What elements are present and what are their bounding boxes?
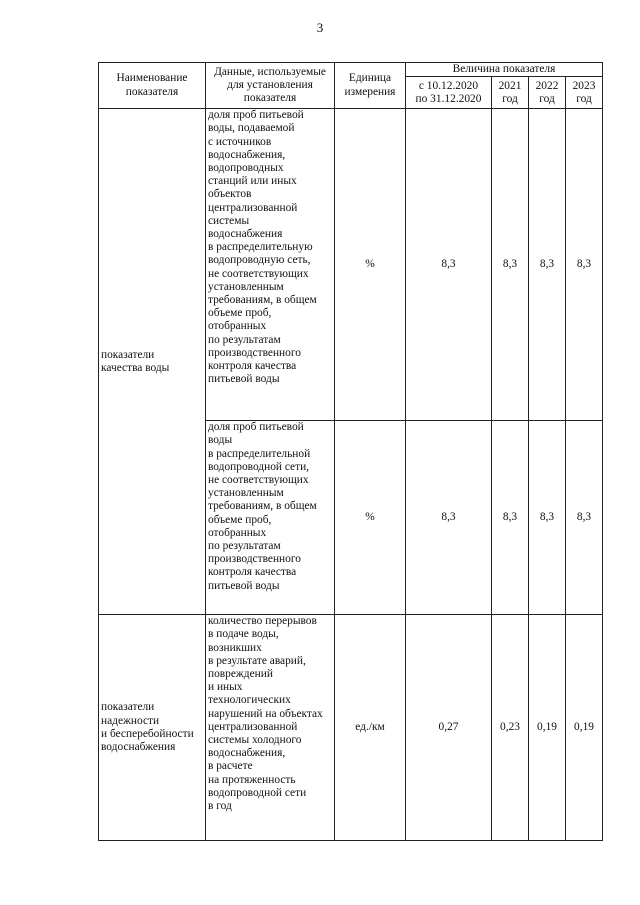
row-unit: % xyxy=(335,109,406,421)
row-value-2020: 8,3 xyxy=(406,109,492,421)
text-line: измерения xyxy=(344,85,396,98)
header-row-top xyxy=(99,63,603,77)
group-name-reliability xyxy=(99,615,206,841)
text-line: воды xyxy=(208,434,233,447)
text-line: водопроводную сеть, xyxy=(208,254,311,267)
text-line: питьевой воды xyxy=(208,579,280,592)
table-row xyxy=(99,109,603,421)
text-line: водопроводной сети, xyxy=(208,460,310,473)
text-line: надежности xyxy=(101,714,160,727)
text-line: по результатам xyxy=(208,540,281,553)
text-line: водоснабжения xyxy=(208,228,283,241)
text-line: системы xyxy=(208,214,250,227)
row-unit: ед./км xyxy=(335,615,406,841)
text-line: не соответствующих xyxy=(208,267,309,280)
text-line: год xyxy=(539,92,555,105)
text-line: по результатам xyxy=(208,333,281,346)
text-line: контроля качества xyxy=(208,360,297,373)
text-line: установленным xyxy=(208,280,284,293)
text-line: Данные, используемые xyxy=(214,65,326,78)
text-line: контроля качества xyxy=(208,566,297,579)
text-line: показателя xyxy=(243,92,297,105)
text-line: для установления xyxy=(227,79,313,91)
text-line: централизованной xyxy=(208,201,298,214)
header-period-2022 xyxy=(529,77,566,109)
text-line: централизованной xyxy=(208,720,298,733)
text-line: воды, подаваемой xyxy=(208,122,295,135)
text-line: требованиям, в общем xyxy=(208,500,317,513)
row-value-2023: 8,3 xyxy=(566,421,603,615)
text-line: возникших xyxy=(208,641,262,654)
text-line: количество перерывов xyxy=(208,615,317,628)
text-line: станций или иных xyxy=(208,175,297,188)
text-line: с 10.12.2020 xyxy=(418,79,479,92)
header-unit xyxy=(335,63,406,109)
row-value-2023: 8,3 xyxy=(566,109,603,421)
text-line: показатели xyxy=(101,701,155,714)
row-value-2022: 8,3 xyxy=(529,109,566,421)
text-line: объектов xyxy=(208,188,252,201)
text-line: производственного xyxy=(208,553,301,566)
text-line: объеме проб, xyxy=(208,513,272,526)
text-line: установленным xyxy=(208,487,284,500)
text-line: водоснабжения, xyxy=(208,747,286,760)
text-line: в год xyxy=(208,800,232,813)
text-line: системы холодного xyxy=(208,734,302,747)
text-line: повреждений xyxy=(208,668,273,681)
text-line: год xyxy=(576,92,592,105)
text-line: Наименование xyxy=(116,72,188,85)
text-line: по 31.12.2020 xyxy=(415,92,482,105)
text-line: 2021 xyxy=(498,79,522,92)
text-line: в расчете xyxy=(208,760,253,773)
text-line: год xyxy=(502,92,518,105)
row-description xyxy=(206,615,335,841)
row-value-2020: 0,27 xyxy=(406,615,492,841)
text-line: нарушений на объектах xyxy=(208,707,323,720)
indicators-table xyxy=(98,62,603,841)
text-line: в результате аварий, xyxy=(208,654,306,667)
text-line: производственного xyxy=(208,346,301,359)
row-unit: % xyxy=(335,421,406,615)
row-value-2021: 8,3 xyxy=(492,109,529,421)
row-value-2023: 0,19 xyxy=(566,615,603,841)
text-line: доля проб питьевой xyxy=(208,421,304,434)
text-line: с источников xyxy=(208,135,272,148)
text-line: доля проб питьевой xyxy=(208,109,304,122)
text-line: 2022 xyxy=(535,79,559,92)
group-name-water-quality xyxy=(99,109,206,615)
row-value-2022: 0,19 xyxy=(529,615,566,841)
text-line: в распределительную xyxy=(208,241,313,254)
text-line: показатели xyxy=(101,348,155,361)
text-line: показателя xyxy=(125,85,179,98)
text-line: и бесперебойности xyxy=(101,727,194,740)
row-value-2020: 8,3 xyxy=(406,421,492,615)
header-indicator-name xyxy=(99,63,206,109)
text-line: водоснабжения, xyxy=(208,148,286,161)
row-description xyxy=(206,421,335,615)
header-value-group: Величина показателя xyxy=(406,63,603,77)
text-line: в распределительной xyxy=(208,447,311,460)
header-period-2023 xyxy=(566,77,603,109)
row-value-2021: 8,3 xyxy=(492,421,529,615)
text-line: не соответствующих xyxy=(208,474,309,487)
text-line: отобранных xyxy=(208,320,267,333)
header-data-used xyxy=(206,63,335,109)
header-period-2020 xyxy=(406,77,492,109)
text-line: питьевой воды xyxy=(208,373,280,386)
row-description xyxy=(206,109,335,421)
text-line: в подаче воды, xyxy=(208,628,279,641)
text-line: технологических xyxy=(208,694,291,707)
page-number: 3 xyxy=(316,20,324,35)
header-period-2021 xyxy=(492,77,529,109)
text-line: на протяженность xyxy=(208,773,296,786)
text-line: отобранных xyxy=(208,526,267,539)
text-line: водоснабжения xyxy=(101,740,176,753)
text-line: водопроводных xyxy=(208,162,284,175)
text-line: Единица xyxy=(348,72,392,85)
text-line: водопроводной сети xyxy=(208,786,307,799)
text-line: требованиям, в общем xyxy=(208,294,317,307)
text-line: объеме проб, xyxy=(208,307,272,320)
table-row xyxy=(99,615,603,841)
row-value-2021: 0,23 xyxy=(492,615,529,841)
row-value-2022: 8,3 xyxy=(529,421,566,615)
text-line: 2023 xyxy=(572,79,596,92)
text-line: качества воды xyxy=(101,361,170,374)
text-line: и иных xyxy=(208,681,243,694)
